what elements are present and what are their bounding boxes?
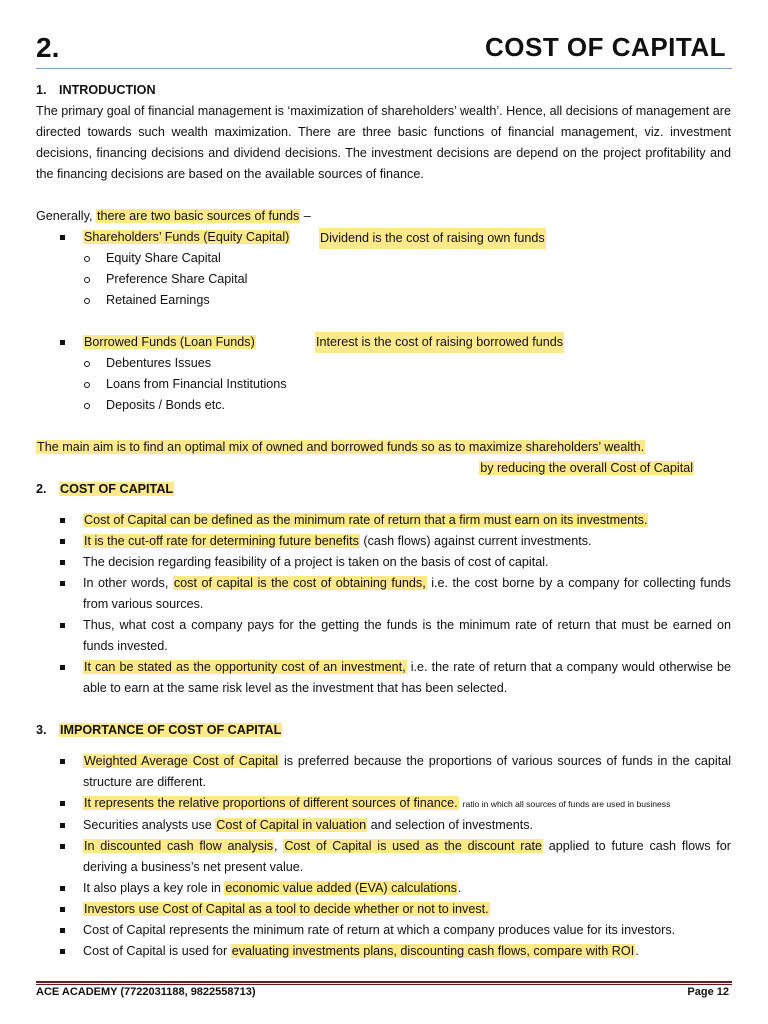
section-heading-importance (36, 720, 731, 741)
loan-sources-list (36, 353, 731, 416)
sources-intro-line: Generally, there are two basic sources of funds – (36, 209, 311, 223)
chapter-header (36, 30, 726, 66)
list-item: It can be stated as the opportunity cost of an investment, i.e. the rate of return that a company would otherwise be able to earn at the same risk level as the investment that has been selected. (36, 657, 731, 699)
list-item: Cost of Capital is used for evaluating investments plans, discounting cash flows, compare with ROI. (36, 941, 731, 962)
cost-of-capital-list (36, 510, 731, 699)
borrowed-funds-label: Borrowed Funds (Loan Funds) (84, 335, 255, 349)
page-number: Page 12 (687, 986, 729, 998)
list-item (36, 510, 731, 531)
main-aim-note-line (36, 458, 731, 479)
dividend-note: Dividend is the cost of raising own funds (319, 228, 546, 249)
list-item: Deposits / Bonds etc. (36, 395, 731, 416)
list-item: Thus, what cost a company pays for the getting the funds is the minimum rate of return that must be earned on funds invested. (36, 615, 731, 657)
list-item: It is the cut-off rate for determining future benefits (cash flows) against current investments. (36, 531, 731, 552)
list-item: Securities analysts use Cost of Capital in valuation and selection of investments. (36, 815, 731, 836)
list-item (36, 227, 731, 248)
intro-paragraph: The primary goal of financial management is ‘maximization of shareholders’ wealth’. Hence, all decisions of management are directed towards such wealth maximization. There are three basic functions of financial management, viz. investment decisions, financing decisions and dividend decisions. The investment decisions are depend on the project profitability and the financing decisions are based on the available sources of finance. (36, 104, 731, 181)
highlight: It is the cut-off rate for determining future benefits (84, 534, 359, 548)
header-divider (36, 68, 732, 69)
section-heading-introduction (36, 80, 731, 101)
list-item: The decision regarding feasibility of a project is taken on the basis of cost of capital. (36, 552, 731, 573)
section-number: 2. (36, 482, 47, 496)
list-item: In other words, cost of capital is the cost of obtaining funds, i.e. the cost borne by a company for collecting funds from various sources. (36, 573, 731, 615)
highlight: Cost of Capital is used as the discount rate (284, 839, 542, 853)
importance-list (36, 751, 731, 962)
main-aim-line (36, 437, 731, 458)
list-item: Cost of Capital represents the minimum rate of return at which a company produces value for its investors. (36, 920, 731, 941)
list-item: Retained Earnings (36, 290, 731, 311)
highlight: evaluating investments plans, discounting cash flows, compare with ROI (231, 944, 635, 958)
handwritten-note: by reducing the overall Cost of Capital (480, 461, 693, 475)
list-item (36, 899, 731, 920)
page-content (36, 80, 731, 962)
highlight: The main aim is to find an optimal mix of owned and borrowed funds so as to maximize shareholders’ wealth. (37, 440, 645, 454)
sources-list (36, 227, 731, 248)
handwritten-note: ratio in which all sources of funds are used in business (462, 799, 671, 809)
section-title: INTRODUCTION (59, 83, 156, 97)
footer-academy: ACE ACADEMY (7722031188, 9822558713) (36, 986, 256, 998)
list-item: Debentures Issues (36, 353, 731, 374)
section-title: IMPORTANCE OF COST OF CAPITAL (60, 723, 282, 737)
section-heading-cost-of-capital (36, 479, 731, 500)
list-item: Preference Share Capital (36, 269, 731, 290)
section-number: 1. (36, 83, 47, 97)
highlight: It can be stated as the opportunity cost of an investment, (84, 660, 406, 674)
highlight: Cost of Capital in valuation (216, 818, 367, 832)
chapter-title: COST OF CAPITAL (484, 32, 726, 62)
equity-sources-list (36, 248, 731, 311)
list-item (36, 793, 731, 815)
highlight: there are two basic sources of funds (96, 209, 300, 223)
section-number: 3. (36, 723, 47, 737)
footer-divider (36, 981, 732, 983)
list-item: It also plays a key role in economic value added (EVA) calculations. (36, 878, 731, 899)
highlight: cost of capital is the cost of obtaining funds, (173, 576, 426, 590)
section-title: COST OF CAPITAL (60, 482, 174, 496)
sources-list (36, 332, 731, 353)
list-item: Weighted Average Cost of Capital is preferred because the proportions of various sources of funds in the capital structure are different. (36, 751, 731, 793)
interest-note: Interest is the cost of raising borrowed funds (315, 332, 564, 353)
list-item (36, 332, 731, 353)
list-item: Loans from Financial Institutions (36, 374, 731, 395)
list-item: Equity Share Capital (36, 248, 731, 269)
footer-divider (36, 984, 732, 985)
highlight: Weighted Average Cost of Capital (84, 754, 279, 768)
chapter-number: 2. (36, 32, 60, 63)
list-item: In discounted cash flow analysis, Cost of Capital is used as the discount rate applied to future cash flows for deriving a business’s net present value. (36, 836, 731, 878)
highlight: It represents the relative proportions of different sources of finance. (84, 796, 458, 810)
shareholders-funds-label: Shareholders’ Funds (Equity Capital) (84, 230, 290, 244)
highlight: Cost of Capital can be defined as the minimum rate of return that a firm must earn on its investments. (84, 513, 648, 527)
highlight: In discounted cash flow analysis (84, 839, 274, 853)
highlight: Investors use Cost of Capital as a tool to decide whether or not to invest. (84, 902, 489, 916)
highlight: economic value added (EVA) calculations (225, 881, 457, 895)
